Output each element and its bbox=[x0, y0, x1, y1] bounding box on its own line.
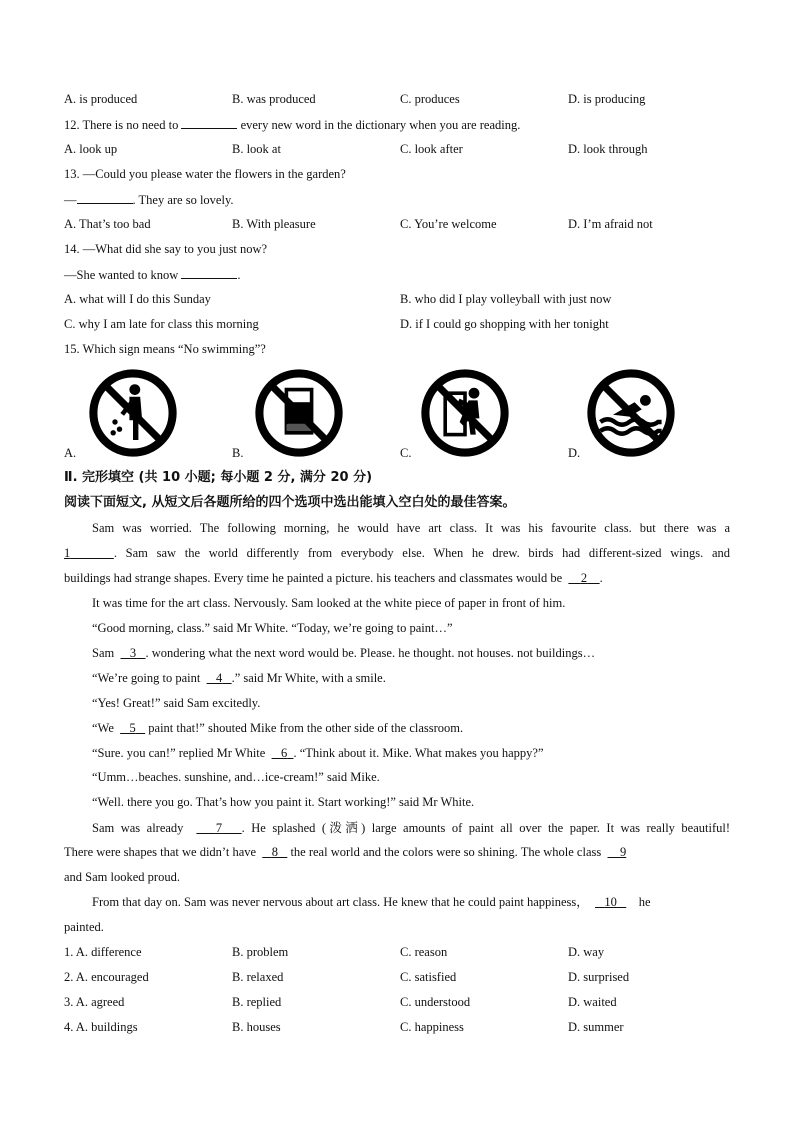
passage-p5 bbox=[92, 669, 730, 687]
cloze-options-3 bbox=[64, 993, 730, 1011]
no-swimming-sign-icon[interactable] bbox=[586, 368, 676, 458]
q11-option-c[interactable]: C. produces bbox=[400, 92, 460, 106]
cloze-blank-5 bbox=[120, 721, 145, 735]
passage-p4 bbox=[92, 644, 730, 662]
passage-p4-start: Sam bbox=[92, 646, 115, 660]
passage-p7-end: paint that!” shouted Mike from the other side of the classroom. bbox=[145, 721, 464, 735]
cloze-2-option-c[interactable]: C. satisfied bbox=[400, 970, 457, 984]
section-2-title: Ⅱ. 完形填空 (共 10 小题; 每小题 2 分, 满分 20 分) bbox=[64, 470, 373, 485]
cloze-3-option-b[interactable]: B. replied bbox=[232, 995, 282, 1009]
cloze-blank-1 bbox=[64, 546, 114, 560]
cloze-blank-6-number: 6 bbox=[280, 746, 288, 760]
cloze-blank-8-number: 8 bbox=[271, 845, 278, 859]
passage-p11-line3: and Sam looked proud. bbox=[64, 870, 180, 884]
cloze-2-option-a[interactable]: 2. A. encouraged bbox=[64, 970, 149, 984]
q13-question: 13. —Could you please water the flowers in the garden? bbox=[64, 167, 346, 181]
cloze-blank-5-number: 5 bbox=[129, 721, 136, 735]
passage-p7 bbox=[92, 719, 730, 737]
cloze-1-option-a[interactable]: 1. A. difference bbox=[64, 945, 142, 959]
q13-option-b[interactable]: B. With pleasure bbox=[232, 217, 316, 231]
cloze-blank-7 bbox=[196, 821, 241, 835]
passage-p8-end: . “Think about it. Mike. What makes you happy?” bbox=[293, 746, 544, 760]
cloze-blank-10-number: 10 bbox=[604, 895, 617, 909]
q13-option-d[interactable]: D. I’m afraid not bbox=[568, 217, 653, 231]
no-climbing-sign-icon[interactable] bbox=[420, 368, 510, 458]
q14-option-d[interactable]: D. if I could go shopping with her tonight bbox=[400, 317, 609, 331]
cloze-1-option-b[interactable]: B. problem bbox=[232, 945, 289, 959]
cloze-blank-6 bbox=[272, 746, 294, 760]
passage-p5-start: “We’re going to paint bbox=[92, 671, 201, 685]
cloze-options-4 bbox=[64, 1018, 730, 1036]
passage-p1-line3-text: buildings had strange shapes. Every time he painted a picture. his teachers and classmates would be bbox=[64, 571, 563, 585]
passage-p11-end: . He splashed (泼洒) large amounts of paint all over the paper. It was really beautiful! bbox=[241, 821, 731, 835]
cloze-4-option-b[interactable]: B. houses bbox=[232, 1020, 281, 1034]
q12-text-end: every new word in the dictionary when you are reading. bbox=[237, 118, 521, 132]
cloze-options-2 bbox=[64, 968, 730, 986]
cloze-4-option-a[interactable]: 4. A. buildings bbox=[64, 1020, 138, 1034]
cloze-3-option-c[interactable]: C. understood bbox=[400, 995, 471, 1009]
passage-p12-line2: painted. bbox=[64, 920, 104, 934]
passage-p1-line3: buildings had strange shapes. Every time he painted a picture. his teachers and classmates would be 2 . bbox=[64, 571, 603, 585]
q12-option-d[interactable]: D. look through bbox=[568, 142, 648, 156]
cloze-blank-2-number: 2 bbox=[580, 571, 588, 585]
cloze-3-option-d[interactable]: D. waited bbox=[568, 995, 617, 1009]
passage-p12-start: From that day on. Sam was never nervous about art class. He knew that he could paint happiness， bbox=[92, 895, 589, 909]
q13-reply-text: . They are so lovely. bbox=[132, 193, 234, 207]
q14-question: 14. —What did she say to you just now? bbox=[64, 242, 268, 256]
q12-option-c[interactable]: C. look after bbox=[400, 142, 463, 156]
cloze-3-option-a[interactable]: 3. A. agreed bbox=[64, 995, 125, 1009]
q12-option-b[interactable]: B. look at bbox=[232, 142, 281, 156]
passage-p8-start: “Sure. you can!” replied Mr White bbox=[92, 746, 266, 760]
cloze-4-option-d[interactable]: D. summer bbox=[568, 1020, 624, 1034]
passage-p6: “Yes! Great!” said Sam excitedly. bbox=[92, 696, 261, 710]
passage-p8 bbox=[92, 744, 730, 762]
passage-p10: “Well. there you go. That’s how you paint it. Start working!” said Mr White. bbox=[92, 795, 475, 809]
passage-p11-start: Sam was already bbox=[92, 821, 184, 835]
cloze-blank-3 bbox=[120, 646, 145, 660]
cloze-blank-9 bbox=[608, 845, 627, 859]
no-littering-sign-icon[interactable] bbox=[88, 368, 178, 458]
q14-option-a[interactable]: A. what will I do this Sunday bbox=[64, 292, 211, 306]
q13-option-c[interactable]: C. You’re welcome bbox=[400, 217, 497, 231]
cloze-options-1 bbox=[64, 943, 730, 961]
q14-options-row2 bbox=[64, 315, 730, 333]
q13-options bbox=[64, 215, 730, 233]
passage-p1-line1: Sam was worried. The following morning, he would have art class. It was his favourite class. but there was a bbox=[92, 521, 730, 535]
cloze-1-option-c[interactable]: C. reason bbox=[400, 945, 448, 959]
cloze-blank-10 bbox=[595, 895, 626, 909]
q11-option-a[interactable]: A. is produced bbox=[64, 92, 138, 106]
q12-text-start: 12. There is no need to bbox=[64, 118, 182, 132]
q13-reply-dash: — bbox=[64, 193, 77, 207]
passage-p11-line2-start: There were shapes that we didn’t have bbox=[64, 845, 257, 859]
passage-p2: It was time for the art class. Nervously. Sam looked at the white piece of paper in front of him. bbox=[92, 596, 566, 610]
passage-p9: “Umm…beaches. sunshine, and…ice-cream!” said Mike. bbox=[92, 770, 380, 784]
cloze-1-option-d[interactable]: D. way bbox=[568, 945, 605, 959]
cloze-blank-1-number: 1 bbox=[64, 546, 71, 560]
passage-p3: “Good morning, class.” said Mr White. “Today, we’re going to paint…” bbox=[92, 621, 453, 635]
cloze-4-option-c[interactable]: C. happiness bbox=[400, 1020, 464, 1034]
passage-p11-line2-mid: the real world and the colors were so shining. The whole class bbox=[287, 845, 602, 859]
q12-options bbox=[64, 140, 730, 158]
q12-question bbox=[64, 115, 730, 133]
q11-option-b[interactable]: B. was produced bbox=[232, 92, 316, 106]
q14-reply-text: —She wanted to know bbox=[64, 268, 182, 282]
q12-option-a[interactable]: A. look up bbox=[64, 142, 118, 156]
q14-reply-end: . bbox=[237, 268, 241, 282]
q15-label-c[interactable]: C. bbox=[400, 446, 412, 460]
passage-p12-line1 bbox=[92, 893, 730, 911]
cloze-2-option-d[interactable]: D. surprised bbox=[568, 970, 630, 984]
q13-reply bbox=[64, 190, 730, 208]
cloze-blank-4-number: 4 bbox=[215, 671, 223, 685]
q15-label-d[interactable]: D. bbox=[568, 446, 581, 460]
q11-options bbox=[64, 90, 730, 108]
cloze-blank-3-number: 3 bbox=[129, 646, 137, 660]
q15-label-b[interactable]: B. bbox=[232, 446, 244, 460]
section-2-instruction: 阅读下面短文, 从短文后各题所给的四个选项中选出能填入空白处的最佳答案。 bbox=[64, 495, 516, 510]
passage-p11-line2 bbox=[64, 843, 730, 861]
q15-label-a[interactable]: A. bbox=[64, 446, 77, 460]
passage-p11-line1 bbox=[92, 819, 730, 837]
q13-blank bbox=[77, 190, 133, 204]
passage-p4-end: . wondering what the next word would be. Please. he thought. not houses. not buildings… bbox=[145, 646, 596, 660]
q15-question: 15. Which sign means “No swimming”? bbox=[64, 342, 266, 356]
passage-p7-start: “We bbox=[92, 721, 114, 735]
q13-option-a[interactable]: A. That’s too bad bbox=[64, 217, 151, 231]
passage-p1-line2-text: . Sam saw the world differently from everybody else. When he drew. birds had different-sized wings. and bbox=[113, 546, 731, 560]
cloze-blank-8 bbox=[262, 845, 287, 859]
cloze-blank-4 bbox=[207, 671, 232, 685]
cloze-2-option-b[interactable]: B. relaxed bbox=[232, 970, 284, 984]
q11-option-d[interactable]: D. is producing bbox=[568, 92, 646, 106]
no-phone-sign-icon[interactable] bbox=[254, 368, 344, 458]
q12-blank bbox=[181, 115, 237, 129]
q14-option-b[interactable]: B. who did I play volleyball with just now bbox=[400, 292, 612, 306]
cloze-blank-7-number: 7 bbox=[215, 821, 223, 835]
cloze-blank-9-number: 9 bbox=[620, 845, 627, 859]
passage-p1-line2 bbox=[64, 544, 730, 562]
passage-p12-end: he bbox=[635, 895, 651, 909]
cloze-blank-2 bbox=[568, 571, 599, 585]
passage-p5-end: .” said Mr White, with a smile. bbox=[231, 671, 386, 685]
q14-blank bbox=[181, 265, 237, 279]
q14-options-row1 bbox=[64, 290, 730, 308]
q14-option-c[interactable]: C. why I am late for class this morning bbox=[64, 317, 259, 331]
q14-reply bbox=[64, 265, 730, 283]
